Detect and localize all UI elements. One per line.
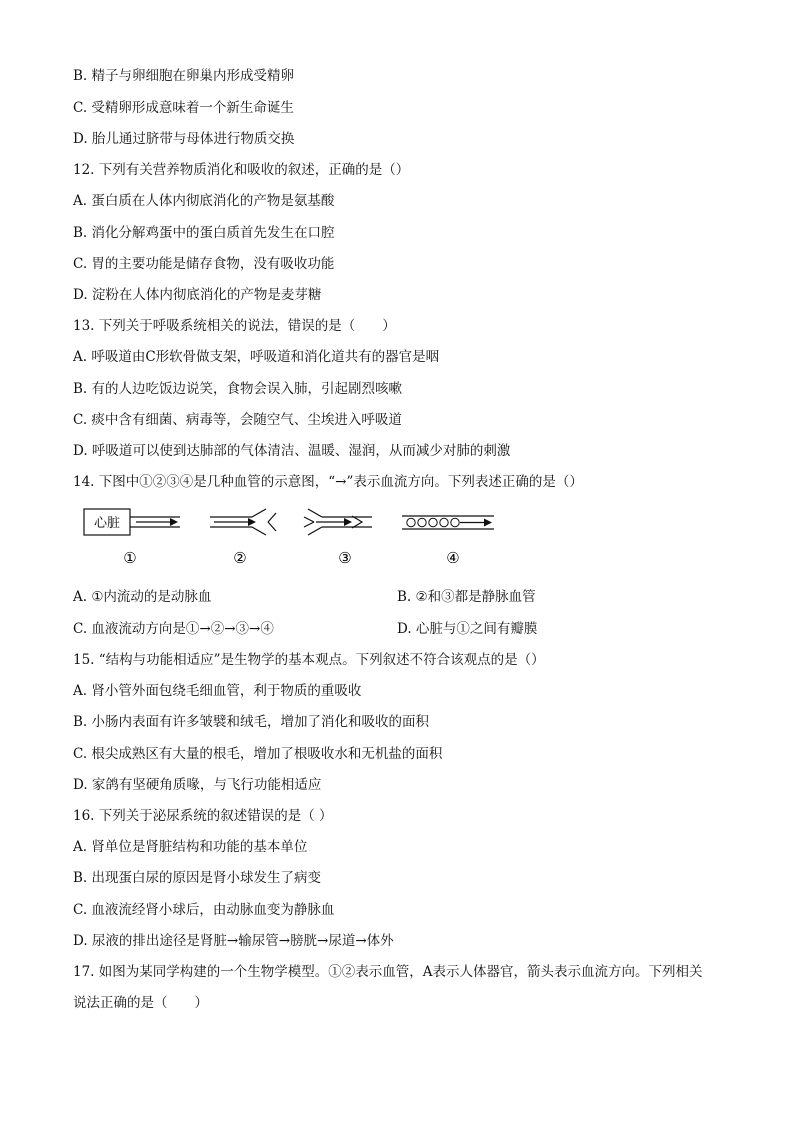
label-4: ④ bbox=[446, 549, 460, 567]
q13-option-a: A. 呼吸道由C形软骨做支架，呼吸道和消化道共有的器官是咽 bbox=[73, 349, 440, 365]
question-14: 14. 下图中①②③④是几种血管的示意图，“→”表示血流方向。下列表述正确的是（） bbox=[73, 474, 583, 490]
question-17-cont: 说法正确的是（ ） bbox=[73, 995, 208, 1011]
q16-option-a: A. 肾单位是肾脏结构和功能的基本单位 bbox=[73, 839, 308, 855]
heart-label: 心脏 bbox=[93, 516, 121, 531]
blood-vessel-diagram-svg bbox=[80, 505, 520, 575]
q13-option-b: B. 有的人边吃饭边说笑，食物会误入肺，引起剧烈咳嗽 bbox=[73, 381, 403, 397]
vessel3-arrow-head bbox=[344, 518, 352, 526]
label-1: ① bbox=[123, 549, 137, 567]
q12-option-d: D. 淀粉在人体内彻底消化的产物是麦芽糖 bbox=[73, 287, 322, 303]
question-15: 15. “结构与功能相适应”是生物学的基本观点。下列叙述不符合该观点的是（） bbox=[73, 652, 545, 668]
q15-option-b: B. 小肠内表面有许多皱襞和绒毛，增加了消化和吸收的面积 bbox=[73, 714, 430, 730]
q16-option-d: D. 尿液的排出途径是肾脏→输尿管→膀胱→尿道→体外 bbox=[73, 933, 394, 949]
q14-option-c: C. 血液流动方向是①→②→③→④ bbox=[73, 621, 274, 637]
q12-option-a: A. 蛋白质在人体内彻底消化的产物是氨基酸 bbox=[73, 193, 335, 209]
q12-option-c: C. 胃的主要功能是储存食物，没有吸收功能 bbox=[73, 256, 335, 272]
q15-option-d: D. 家鸽有坚硬角质喙，与飞行功能相适应 bbox=[73, 777, 322, 793]
q14-option-b: B. ②和③都是静脉血管 bbox=[397, 589, 536, 605]
question-17: 17. 如图为某同学构建的一个生物学模型。①②表示血管，A表示人体器官，箭头表示血流方向。下列相关 bbox=[73, 964, 703, 980]
question-16: 16. 下列关于泌尿系统的叙述错误的是（ ） bbox=[73, 808, 333, 824]
question-13: 13. 下列关于呼吸系统相关的说法，错误的是（ ） bbox=[73, 318, 396, 334]
line-d-q11: D. 胎儿通过脐带与母体进行物质交换 bbox=[73, 131, 295, 147]
line-b-q11: B. 精子与卵细胞在卵巢内形成受精卵 bbox=[73, 68, 295, 84]
label-3: ③ bbox=[338, 549, 352, 567]
label-2: ② bbox=[233, 549, 247, 567]
question-12: 12. 下列有关营养物质消化和吸收的叙述，正确的是（） bbox=[73, 162, 410, 178]
vessel2-arrow-head bbox=[248, 518, 256, 526]
q15-option-c: C. 根尖成熟区有大量的根毛，增加了根吸收水和无机盐的面积 bbox=[73, 746, 443, 762]
cell-3 bbox=[429, 518, 437, 526]
q14-option-a: A. ①内流动的是动脉血 bbox=[73, 589, 212, 605]
q15-option-a: A. 肾小管外面包绕毛细血管，利于物质的重吸收 bbox=[73, 683, 362, 699]
q13-option-c: C. 痰中含有细菌、病毒等，会随空气、尘埃进入呼吸道 bbox=[73, 412, 402, 428]
line-c-q11: C. 受精卵形成意味着一个新生命诞生 bbox=[73, 100, 294, 116]
q16-option-c: C. 血液流经肾小球后，由动脉血变为静脉血 bbox=[73, 902, 335, 918]
q12-option-b: B. 消化分解鸡蛋中的蛋白质首先发生在口腔 bbox=[73, 225, 335, 241]
blood-vessel-diagram bbox=[80, 505, 520, 575]
cell-1 bbox=[407, 518, 415, 526]
vessel1-arrow-head bbox=[170, 518, 178, 526]
cell-2 bbox=[418, 518, 426, 526]
cell-5 bbox=[451, 518, 459, 526]
q14-option-d: D. 心脏与①之间有瓣膜 bbox=[397, 621, 538, 637]
q16-option-b: B. 出现蛋白尿的原因是肾小球发生了病变 bbox=[73, 870, 322, 886]
q13-option-d: D. 呼吸道可以使到达肺部的气体清洁、温暖、湿润，从而减少对肺的刺激 bbox=[73, 443, 511, 459]
cell-4 bbox=[440, 518, 448, 526]
